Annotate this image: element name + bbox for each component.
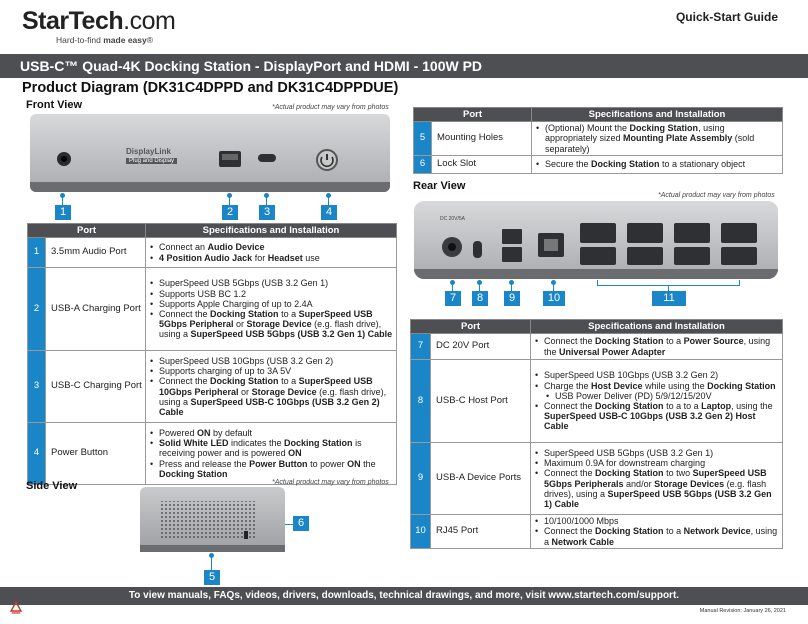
quick-start-guide-label: Quick-Start Guide — [675, 10, 778, 24]
port-spec: • Powered ON by default • Solid White LED indicates the Docking Station is receiving power and is powered ON • Press and release the Power Button to power ON the Docking Station — [146, 423, 397, 485]
logo-tag-plain: Hard-to-find — [56, 35, 104, 45]
port-name: USB-A Device Ports — [431, 443, 531, 515]
callout-line-5 — [211, 556, 212, 570]
row-number: 4 — [28, 423, 46, 485]
callout-line-2 — [229, 197, 230, 205]
table-row — [411, 360, 783, 443]
row-number: 7 — [411, 334, 431, 360]
hdmi-port-3 — [674, 247, 710, 265]
callout-6: 6 — [293, 516, 309, 531]
port-column-header: Port — [414, 108, 532, 122]
port-name: USB-C Host Port — [431, 360, 531, 443]
lock-slot-shape — [244, 531, 248, 539]
side-ports-table — [413, 107, 783, 174]
hdmi-port-1 — [580, 247, 616, 265]
displayport-3 — [674, 223, 710, 243]
port-name: Mounting Holes — [432, 122, 532, 156]
product-title-bar: USB-C™ Quad-4K Docking Station - DisplayPort and HDMI - 100W PD — [0, 54, 808, 78]
usb-c-port-shape — [258, 154, 276, 162]
row-number: 5 — [414, 122, 432, 156]
rear-view-photo — [414, 201, 778, 279]
row-number: 3 — [28, 351, 46, 423]
port-spec: • (Optional) Mount the Docking Station, using appropriately sized Mounting Plate Assembly (sold separately) — [532, 122, 783, 156]
manual-revision: Manual Revision: January 26, 2021 — [699, 608, 786, 614]
table-row — [28, 423, 397, 485]
port-spec: • SuperSpeed USB 5Gbps (USB 3.2 Gen 1) • Maximum 0.9A for downstream charging • Connect the Docking Station to two SuperSpeed USB 5Gbps Peripherals and/or Storage Devices (e.g. flash drives), using a SuperSpeed USB 5Gbps (USB 3.2 Gen 1) Cable — [531, 443, 783, 515]
callout-bracket-11-right — [739, 280, 740, 286]
logo-tag-bold: made easy — [103, 35, 147, 45]
row-number: 1 — [28, 238, 46, 268]
callout-1: 1 — [55, 205, 71, 220]
rj45-contacts — [544, 239, 558, 251]
support-footer-bar: To view manuals, FAQs, videos, drivers, downloads, technical drawings, and more, visit www.startech.com/support. — [0, 587, 808, 605]
table-row — [28, 268, 397, 351]
logo-tag-mark: ® — [146, 35, 153, 45]
displaylink-brand: DisplayLink — [126, 147, 171, 156]
callout-2: 2 — [222, 205, 238, 220]
callout-line-10 — [553, 284, 554, 291]
port-spec: • Connect the Docking Station to a Power Source, using the Universal Power Adapter — [531, 334, 783, 360]
side-view-note: *Actual product may vary from photos — [272, 479, 389, 486]
displayport-2 — [627, 223, 663, 243]
port-spec: • SuperSpeed USB 5Gbps (USB 3.2 Gen 1) • Supports USB BC 1.2 • Supports Apple Charging of up to 2.4A • Connect the Docking Station to a SuperSpeed USB 5Gbps Peripheral or Storage Device (e.g. flash drive), using a SuperSpeed USB 5Gbps (USB 3.2 Gen 1) Cable — [146, 268, 397, 351]
dc-power-jack-pin — [448, 243, 456, 251]
port-name: USB-C Charging Port — [46, 351, 146, 423]
displayport-1 — [580, 223, 616, 243]
row-number: 8 — [411, 360, 431, 443]
vent-grille — [160, 501, 255, 539]
row-number: 9 — [411, 443, 431, 515]
front-view-note: *Actual product may vary from photos — [272, 104, 389, 111]
spec-column-header: Specifications and Installation — [531, 320, 783, 334]
logo-main: StarTech — [22, 7, 124, 35]
callout-line-8 — [479, 284, 480, 291]
table-row — [414, 156, 783, 174]
usb-a-port-tongue — [222, 154, 238, 160]
port-name: Power Button — [46, 423, 146, 485]
table-header-row — [411, 320, 783, 334]
power-input-label: DC 20V/5A — [440, 216, 466, 222]
table-row — [414, 122, 783, 156]
usb-a-device-port-2 — [502, 247, 522, 262]
callout-bracket-11-left — [597, 280, 598, 286]
port-name: 3.5mm Audio Port — [46, 238, 146, 268]
port-spec: • Connect an Audio Device • 4 Position Audio Jack for Headset use — [146, 238, 397, 268]
callout-3: 3 — [259, 205, 275, 220]
front-panel-graphics — [30, 114, 390, 192]
spec-column-header: Specifications and Installation — [146, 224, 397, 238]
port-name: RJ45 Port — [431, 515, 531, 549]
callout-line-9 — [511, 284, 512, 291]
product-diagram-title: Product Diagram (DK31C4DPPD and DK31C4DPPDUE) — [22, 80, 399, 96]
callout-line-7 — [452, 284, 453, 291]
port-name: DC 20V Port — [431, 334, 531, 360]
table-row — [28, 351, 397, 423]
table-header-row — [414, 108, 783, 122]
callout-line-4 — [328, 197, 329, 205]
side-view-photo — [140, 487, 285, 552]
port-name: Lock Slot — [432, 156, 532, 174]
port-spec: • SuperSpeed USB 10Gbps (USB 3.2 Gen 2) • Supports charging of up to 3A 5V • Connect the Docking Station to a SuperSpeed USB 10Gbps Peripheral or Storage Device (e.g. flash drive), using a SuperSpeed USB-C 10Gbps (USB 3.2 Gen 2) Cable — [146, 351, 397, 423]
callout-10: 10 — [543, 291, 565, 306]
table-row — [411, 515, 783, 549]
front-view-label: Front View — [26, 99, 83, 111]
hdmi-port-4 — [721, 247, 757, 265]
rear-view-label: Rear View — [413, 180, 466, 192]
rear-ports-table — [410, 319, 783, 549]
front-ports-table — [27, 223, 397, 485]
usb-c-host-port-shape — [473, 241, 482, 258]
spec-column-header: Specifications and Installation — [532, 108, 783, 122]
row-number: 2 — [28, 268, 46, 351]
row-number: 6 — [414, 156, 432, 174]
callout-5: 5 — [204, 570, 220, 585]
callout-11: 11 — [652, 291, 686, 306]
port-spec: • Secure the Docking Station to a stationary object — [532, 156, 783, 174]
table-row — [28, 238, 397, 268]
audio-port-hole — [61, 156, 67, 162]
callout-9: 9 — [504, 291, 520, 306]
port-spec: • SuperSpeed USB 10Gbps (USB 3.2 Gen 2) • Charge the Host Device while using the Docking Station • USB Power Deliver (PD) 5/9/12/15/20V • Connect the Docking Station to a to a Laptop, using the SuperSpeed USB-C 10Gbps (USB 3.2 Gen 2) Host Cable — [531, 360, 783, 443]
port-column-header: Port — [411, 320, 531, 334]
table-row — [411, 443, 783, 515]
port-column-header: Port — [28, 224, 146, 238]
startech-logo — [22, 7, 176, 50]
logo-suffix: .com — [123, 7, 176, 35]
side-view-label: Side View — [26, 480, 78, 492]
callout-line-1 — [62, 197, 63, 205]
port-spec: • 10/100/1000 Mbps • Connect the Docking Station to a Network Device, using a Network Cable — [531, 515, 783, 549]
callout-4: 4 — [321, 205, 337, 220]
recycle-icon — [9, 601, 23, 615]
side-base — [140, 545, 285, 552]
callout-line-3 — [266, 197, 267, 205]
table-row — [411, 334, 783, 360]
rear-panel-graphics — [414, 201, 778, 279]
callout-7: 7 — [445, 291, 461, 306]
port-name: USB-A Charging Port — [46, 268, 146, 351]
rear-view-note: *Actual product may vary from photos — [658, 192, 775, 199]
front-view-photo — [30, 114, 390, 192]
displayport-4 — [721, 223, 757, 243]
side-vent-graphics — [140, 487, 285, 552]
row-number: 10 — [411, 515, 431, 549]
displaylink-brand-sub: Plug and Display — [126, 158, 177, 164]
table-header-row — [28, 224, 397, 238]
usb-a-device-port-1 — [502, 229, 522, 244]
callout-8: 8 — [472, 291, 488, 306]
hdmi-port-2 — [627, 247, 663, 265]
